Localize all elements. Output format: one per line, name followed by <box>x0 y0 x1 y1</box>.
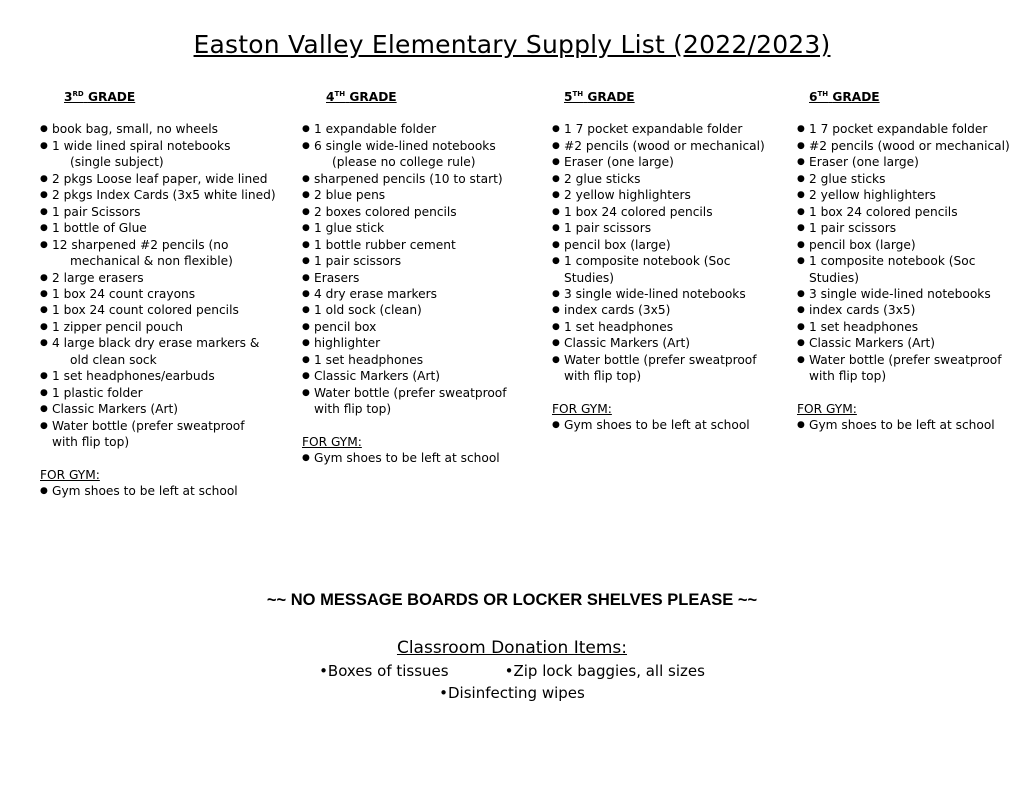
item-text: 2 pkgs Loose leaf paper, wide lined <box>52 171 268 186</box>
item-text: book bag, small, no wheels <box>52 122 218 137</box>
list-item <box>40 187 276 203</box>
item-text: Water bottle (prefer sweatproof <box>314 385 507 400</box>
list-item <box>302 253 507 269</box>
item-text: Classic Markers (Art) <box>809 336 936 351</box>
grade-suffix: TH <box>572 90 584 98</box>
list-item <box>302 286 507 302</box>
item-text: Water bottle (prefer sweatproof <box>564 352 757 367</box>
list-item <box>302 171 507 187</box>
list-item <box>302 121 507 137</box>
list-item <box>552 286 765 302</box>
item-text: 1 composite notebook (Soc <box>564 254 731 269</box>
list-item <box>302 385 507 418</box>
item-continuation: with flip top) <box>314 402 392 417</box>
grade-suffix: RD <box>72 90 84 98</box>
item-text: 2 boxes colored pencils <box>314 204 457 219</box>
list-item <box>797 138 1010 154</box>
list-item <box>40 368 276 384</box>
item-text: Gym shoes to be left at school <box>564 418 750 433</box>
donation-row <box>0 662 1024 680</box>
grade-number: 3 <box>64 90 73 104</box>
item-text: Erasers <box>314 270 360 285</box>
item-text: 3 single wide-lined notebooks <box>809 286 991 301</box>
page-title: Easton Valley Elementary Supply List (2022/2023) <box>193 30 831 59</box>
grade-heading <box>809 89 1022 105</box>
item-text: Classic Markers (Art) <box>564 336 691 351</box>
gym-list <box>302 450 507 466</box>
grade-suffix: TH <box>334 90 346 98</box>
item-text: 1 7 pocket expandable folder <box>564 122 743 137</box>
item-text: 1 bottle rubber cement <box>314 237 456 252</box>
grade-heading <box>326 89 531 105</box>
item-text: Gym shoes to be left at school <box>314 451 500 466</box>
item-text: 4 large black dry erase markers & <box>52 336 260 351</box>
grade-heading <box>564 89 777 105</box>
list-item <box>302 302 507 318</box>
list-item <box>552 171 765 187</box>
item-text: pencil box (large) <box>564 237 671 252</box>
gym-list <box>552 417 765 433</box>
list-item <box>797 237 1010 253</box>
list-item <box>552 204 765 220</box>
item-text: 1 old sock (clean) <box>314 303 422 318</box>
list-item <box>552 154 765 170</box>
item-text: 1 pair scissors <box>809 221 897 236</box>
item-text: index cards (3x5) <box>809 303 916 318</box>
item-text: 1 7 pocket expandable folder <box>809 122 988 137</box>
list-item <box>40 286 276 302</box>
item-text: 1 set headphones <box>809 319 919 334</box>
list-item <box>40 138 276 171</box>
supply-list <box>40 121 276 450</box>
donation-title: Classroom Donation Items: <box>396 638 628 658</box>
list-item <box>302 138 507 171</box>
item-text: highlighter <box>314 336 381 351</box>
list-item <box>552 335 765 351</box>
gym-heading: FOR GYM: <box>302 434 362 449</box>
item-continuation: with flip top) <box>809 369 887 384</box>
grade-word: GRADE <box>832 90 880 104</box>
donation-row <box>0 684 1024 702</box>
list-item <box>302 187 507 203</box>
list-item <box>797 220 1010 236</box>
item-text: 1 pair scissors <box>564 221 652 236</box>
item-text: 2 large erasers <box>52 270 144 285</box>
item-text: #2 pencils (wood or mechanical) <box>564 138 765 153</box>
grade-suffix: TH <box>817 90 829 98</box>
item-text: Classic Markers (Art) <box>52 402 179 417</box>
item-text: 6 single wide-lined notebooks <box>314 138 496 153</box>
gym-heading: FOR GYM: <box>797 401 857 416</box>
donation-item: •Disinfecting wipes <box>439 684 585 702</box>
item-continuation: (single subject) <box>70 155 164 170</box>
item-text: index cards (3x5) <box>564 303 671 318</box>
item-text: 2 yellow highlighters <box>809 188 936 203</box>
grade-word: GRADE <box>587 90 635 104</box>
list-item <box>302 319 507 335</box>
list-item <box>552 220 765 236</box>
list-item <box>302 368 507 384</box>
item-text: pencil box <box>314 319 377 334</box>
item-text: 1 box 24 colored pencils <box>564 204 713 219</box>
donation-item: •Zip lock baggies, all sizes <box>504 662 705 680</box>
gym-heading: FOR GYM: <box>552 401 612 416</box>
list-item <box>40 401 276 417</box>
item-text: 1 glue stick <box>314 221 385 236</box>
list-item <box>797 417 1010 433</box>
grade-column <box>552 89 765 434</box>
grade-number: 4 <box>326 90 335 104</box>
list-item <box>40 385 276 401</box>
item-text: 1 set headphones <box>314 352 424 367</box>
list-item <box>552 138 765 154</box>
item-text: sharpened pencils (10 to start) <box>314 171 503 186</box>
list-item <box>552 187 765 203</box>
list-item <box>797 319 1010 335</box>
list-item <box>302 220 507 236</box>
item-text: Classic Markers (Art) <box>314 369 441 384</box>
item-text: Eraser (one large) <box>564 155 674 170</box>
grade-word: GRADE <box>349 90 397 104</box>
gym-list <box>797 417 1010 433</box>
list-item <box>40 270 276 286</box>
list-item <box>552 121 765 137</box>
list-item <box>302 270 507 286</box>
item-text: Gym shoes to be left at school <box>52 483 238 498</box>
grade-number: 6 <box>809 90 818 104</box>
item-text: 1 box 24 count colored pencils <box>52 303 239 318</box>
item-continuation: (please no college rule) <box>332 155 476 170</box>
list-item <box>40 237 276 270</box>
list-item <box>797 253 1010 286</box>
list-item <box>797 286 1010 302</box>
supply-list <box>552 121 765 384</box>
list-item <box>552 417 765 433</box>
gym-list <box>40 483 276 499</box>
item-text: 1 set headphones <box>564 319 674 334</box>
grade-heading <box>64 89 300 105</box>
item-text: 1 box 24 colored pencils <box>809 204 958 219</box>
list-item <box>552 253 765 286</box>
item-continuation: Studies) <box>564 270 614 285</box>
gym-heading: FOR GYM: <box>40 467 100 482</box>
item-text: 2 glue sticks <box>564 171 641 186</box>
grade-number: 5 <box>564 90 573 104</box>
list-item <box>552 319 765 335</box>
item-text: Water bottle (prefer sweatproof <box>809 352 1002 367</box>
list-item <box>302 237 507 253</box>
item-text: 12 sharpened #2 pencils (no <box>52 237 229 252</box>
item-text: 4 dry erase markers <box>314 286 437 301</box>
list-item <box>302 352 507 368</box>
grade-column <box>302 89 507 467</box>
list-item <box>40 121 276 137</box>
list-item <box>797 171 1010 187</box>
item-text: 2 pkgs Index Cards (3x5 white lined) <box>52 188 276 203</box>
item-text: 2 blue pens <box>314 188 386 203</box>
item-text: 1 pair Scissors <box>52 204 141 219</box>
grade-column <box>40 89 276 499</box>
item-text: 1 box 24 count crayons <box>52 286 196 301</box>
item-text: 2 glue sticks <box>809 171 886 186</box>
grade-word: GRADE <box>87 90 136 104</box>
list-item <box>40 220 276 236</box>
item-continuation: old clean sock <box>70 352 157 367</box>
list-item <box>302 450 507 466</box>
item-text: 1 set headphones/earbuds <box>52 369 215 384</box>
list-item <box>40 171 276 187</box>
item-text: 1 expandable folder <box>314 122 437 137</box>
list-item <box>552 302 765 318</box>
grade-column <box>797 89 1010 434</box>
list-item <box>40 204 276 220</box>
item-text: 1 bottle of Glue <box>52 221 147 236</box>
donation-item: •Boxes of tissues <box>319 662 449 680</box>
item-continuation: with flip top) <box>52 435 130 450</box>
list-item <box>552 352 765 385</box>
list-item <box>40 418 276 451</box>
item-text: 1 pair scissors <box>314 254 402 269</box>
item-text: 1 wide lined spiral notebooks <box>52 138 231 153</box>
list-item <box>40 319 276 335</box>
item-text: Water bottle (prefer sweatproof <box>52 418 245 433</box>
item-text: 1 composite notebook (Soc <box>809 254 976 269</box>
item-text: 1 plastic folder <box>52 385 143 400</box>
item-text: 1 zipper pencil pouch <box>52 319 183 334</box>
list-item <box>797 302 1010 318</box>
item-text: #2 pencils (wood or mechanical) <box>809 138 1010 153</box>
list-item <box>40 335 276 368</box>
supply-list <box>797 121 1010 384</box>
list-item <box>797 335 1010 351</box>
list-item <box>797 187 1010 203</box>
list-item <box>797 121 1010 137</box>
list-item <box>302 335 507 351</box>
item-text: pencil box (large) <box>809 237 916 252</box>
item-text: Eraser (one large) <box>809 155 919 170</box>
item-text: 3 single wide-lined notebooks <box>564 286 746 301</box>
list-item <box>40 302 276 318</box>
supply-list <box>302 121 507 417</box>
list-item <box>797 154 1010 170</box>
list-item <box>797 204 1010 220</box>
item-continuation: Studies) <box>809 270 859 285</box>
list-item <box>40 483 276 499</box>
list-item <box>797 352 1010 385</box>
list-item <box>302 204 507 220</box>
item-continuation: with flip top) <box>564 369 642 384</box>
item-text: Gym shoes to be left at school <box>809 418 995 433</box>
notice-banner: ~~ NO MESSAGE BOARDS OR LOCKER SHELVES PLEASE ~~ <box>266 591 758 609</box>
list-item <box>552 237 765 253</box>
item-continuation: mechanical & non flexible) <box>70 254 233 269</box>
item-text: 2 yellow highlighters <box>564 188 691 203</box>
